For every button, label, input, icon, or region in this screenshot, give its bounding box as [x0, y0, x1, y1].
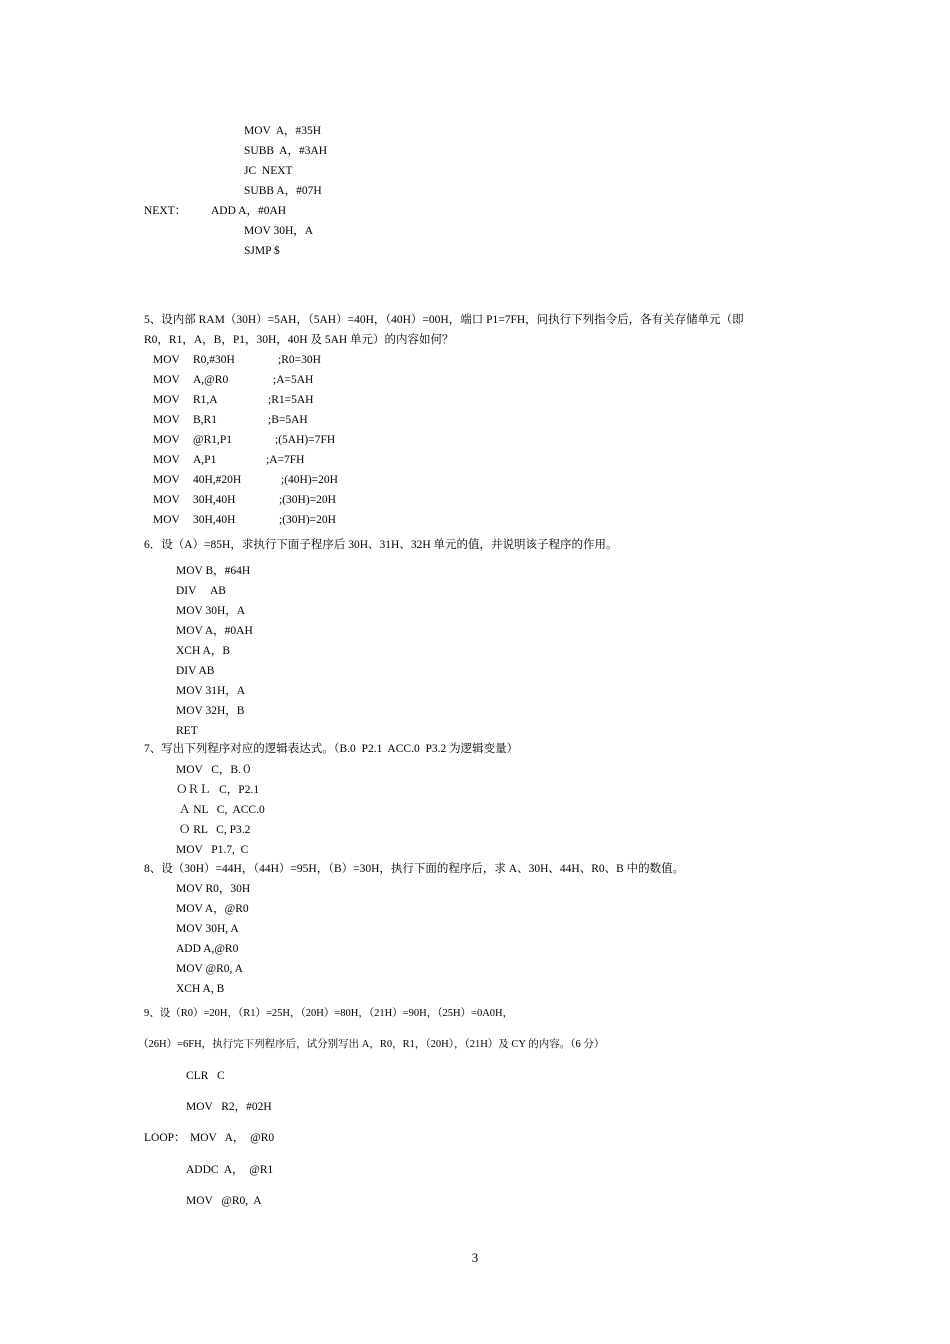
code-line: MOV R2，#02H	[186, 1101, 272, 1113]
code-arg: 30H,40H	[193, 514, 236, 526]
code-line: MOV 30H，A	[244, 225, 314, 237]
code-line: ADD A，#0AH	[211, 205, 287, 217]
code-arg: R0,#30H	[193, 354, 235, 366]
code-arg: B,R1	[193, 414, 217, 426]
code-line: MOV 30H，A	[176, 605, 246, 617]
code-comment: ;R1=5AH	[268, 394, 314, 406]
code-line: MOV @R0, A	[176, 963, 243, 975]
question-9-text: 9、设（R0）=20H，（R1）=25H，（20H）=80H，（21H）=90H，（25H）=0A0H，	[144, 1008, 514, 1019]
code-op: MOV	[153, 394, 180, 406]
code-line: ＯＲＬ C，P2.1	[176, 784, 260, 796]
code-line: DIV AB	[176, 665, 215, 677]
code-line: JC NEXT	[244, 165, 293, 177]
code-line: ADDC A， @R1	[186, 1164, 274, 1176]
code-line: MOV R0，30H	[176, 883, 251, 895]
question-6-text: 6．设（A）=85H，求执行下面子程序后 30H、31H、32H 单元的值，并说明该子程序的作用。	[144, 539, 618, 551]
code-line: SUBB A，#07H	[244, 185, 322, 197]
code-comment: ;(30H)=20H	[279, 514, 336, 526]
question-9-text: （26H）=6FH，执行完下列程序后，试分别写出 A，R0，R1，（20H），（21H）及 CY 的内容。（6 分）	[138, 1039, 605, 1050]
code-comment: ;(40H)=20H	[281, 474, 338, 486]
code-line: XCH A，B	[176, 645, 230, 657]
code-comment: ;A=7FH	[266, 454, 305, 466]
code-comment: ;(5AH)=7FH	[275, 434, 336, 446]
code-line: MOV A， @R0	[190, 1132, 275, 1144]
code-line: SUBB A，#3AH	[244, 145, 328, 157]
code-op: MOV	[153, 414, 180, 426]
code-line: ADD A,@R0	[176, 943, 239, 955]
code-line: MOV 31H，A	[176, 685, 246, 697]
code-op: MOV	[153, 374, 180, 386]
code-line: MOV A，#35H	[244, 125, 322, 137]
code-op: MOV	[153, 514, 180, 526]
code-line: DIV AB	[176, 585, 226, 597]
code-arg: A,@R0	[193, 374, 229, 386]
code-arg: R1,A	[193, 394, 218, 406]
code-line: MOV P1.7, C	[176, 844, 249, 856]
code-arg: 40H,#20H	[193, 474, 242, 486]
code-line: Ｏ RL C, P3.2	[176, 824, 251, 836]
code-line: Ａ NL C, ACC.0	[176, 804, 265, 816]
question-8-text: 8、设（30H）=44H，（44H）=95H，（B）=30H，执行下面的程序后，求 A、30H、44H、R0、B 中的数值。	[144, 863, 685, 875]
code-op: MOV	[153, 454, 180, 466]
code-label: NEXT：	[144, 205, 187, 217]
code-line: XCH A, B	[176, 983, 225, 995]
code-line: MOV 30H, A	[176, 923, 239, 935]
code-line: SJMP $	[244, 245, 280, 257]
code-op: MOV	[153, 474, 180, 486]
code-label: LOOP：	[144, 1132, 186, 1144]
page-number: 3	[471, 1250, 479, 1265]
code-line: MOV B，#64H	[176, 565, 251, 577]
code-line: MOV 32H，B	[176, 705, 245, 717]
code-comment: ;A=5AH	[273, 374, 314, 386]
code-line: MOV A，#0AH	[176, 625, 253, 637]
code-arg: @R1,P1	[193, 434, 233, 446]
code-line: MOV @R0, A	[186, 1195, 262, 1207]
code-line: MOV C，B.０	[176, 764, 253, 776]
code-op: MOV	[153, 494, 180, 506]
code-line: MOV A，@R0	[176, 903, 249, 915]
code-arg: 30H,40H	[193, 494, 236, 506]
code-comment: ;R0=30H	[278, 354, 321, 366]
code-line: RET	[176, 725, 198, 737]
code-arg: A,P1	[193, 454, 217, 466]
question-5-text: R0，R1，A，B，P1，30H，40H 及 5AH 单元）的内容如何？	[144, 334, 454, 346]
question-5-text: 5、设内部 RAM（30H）=5AH，（5AH）=40H，（40H）=00H，端口 P1=7FH，问执行下列指令后，各有关存储单元（即	[144, 314, 744, 326]
question-7-text: 7、写出下列程序对应的逻辑表达式。（B.0 P2.1 ACC.0 P3.2 为逻辑变量）	[144, 743, 519, 755]
code-comment: ;(30H)=20H	[279, 494, 336, 506]
code-comment: ;B=5AH	[268, 414, 308, 426]
code-op: MOV	[153, 354, 180, 366]
code-op: MOV	[153, 434, 180, 446]
code-line: CLR C	[186, 1070, 225, 1082]
